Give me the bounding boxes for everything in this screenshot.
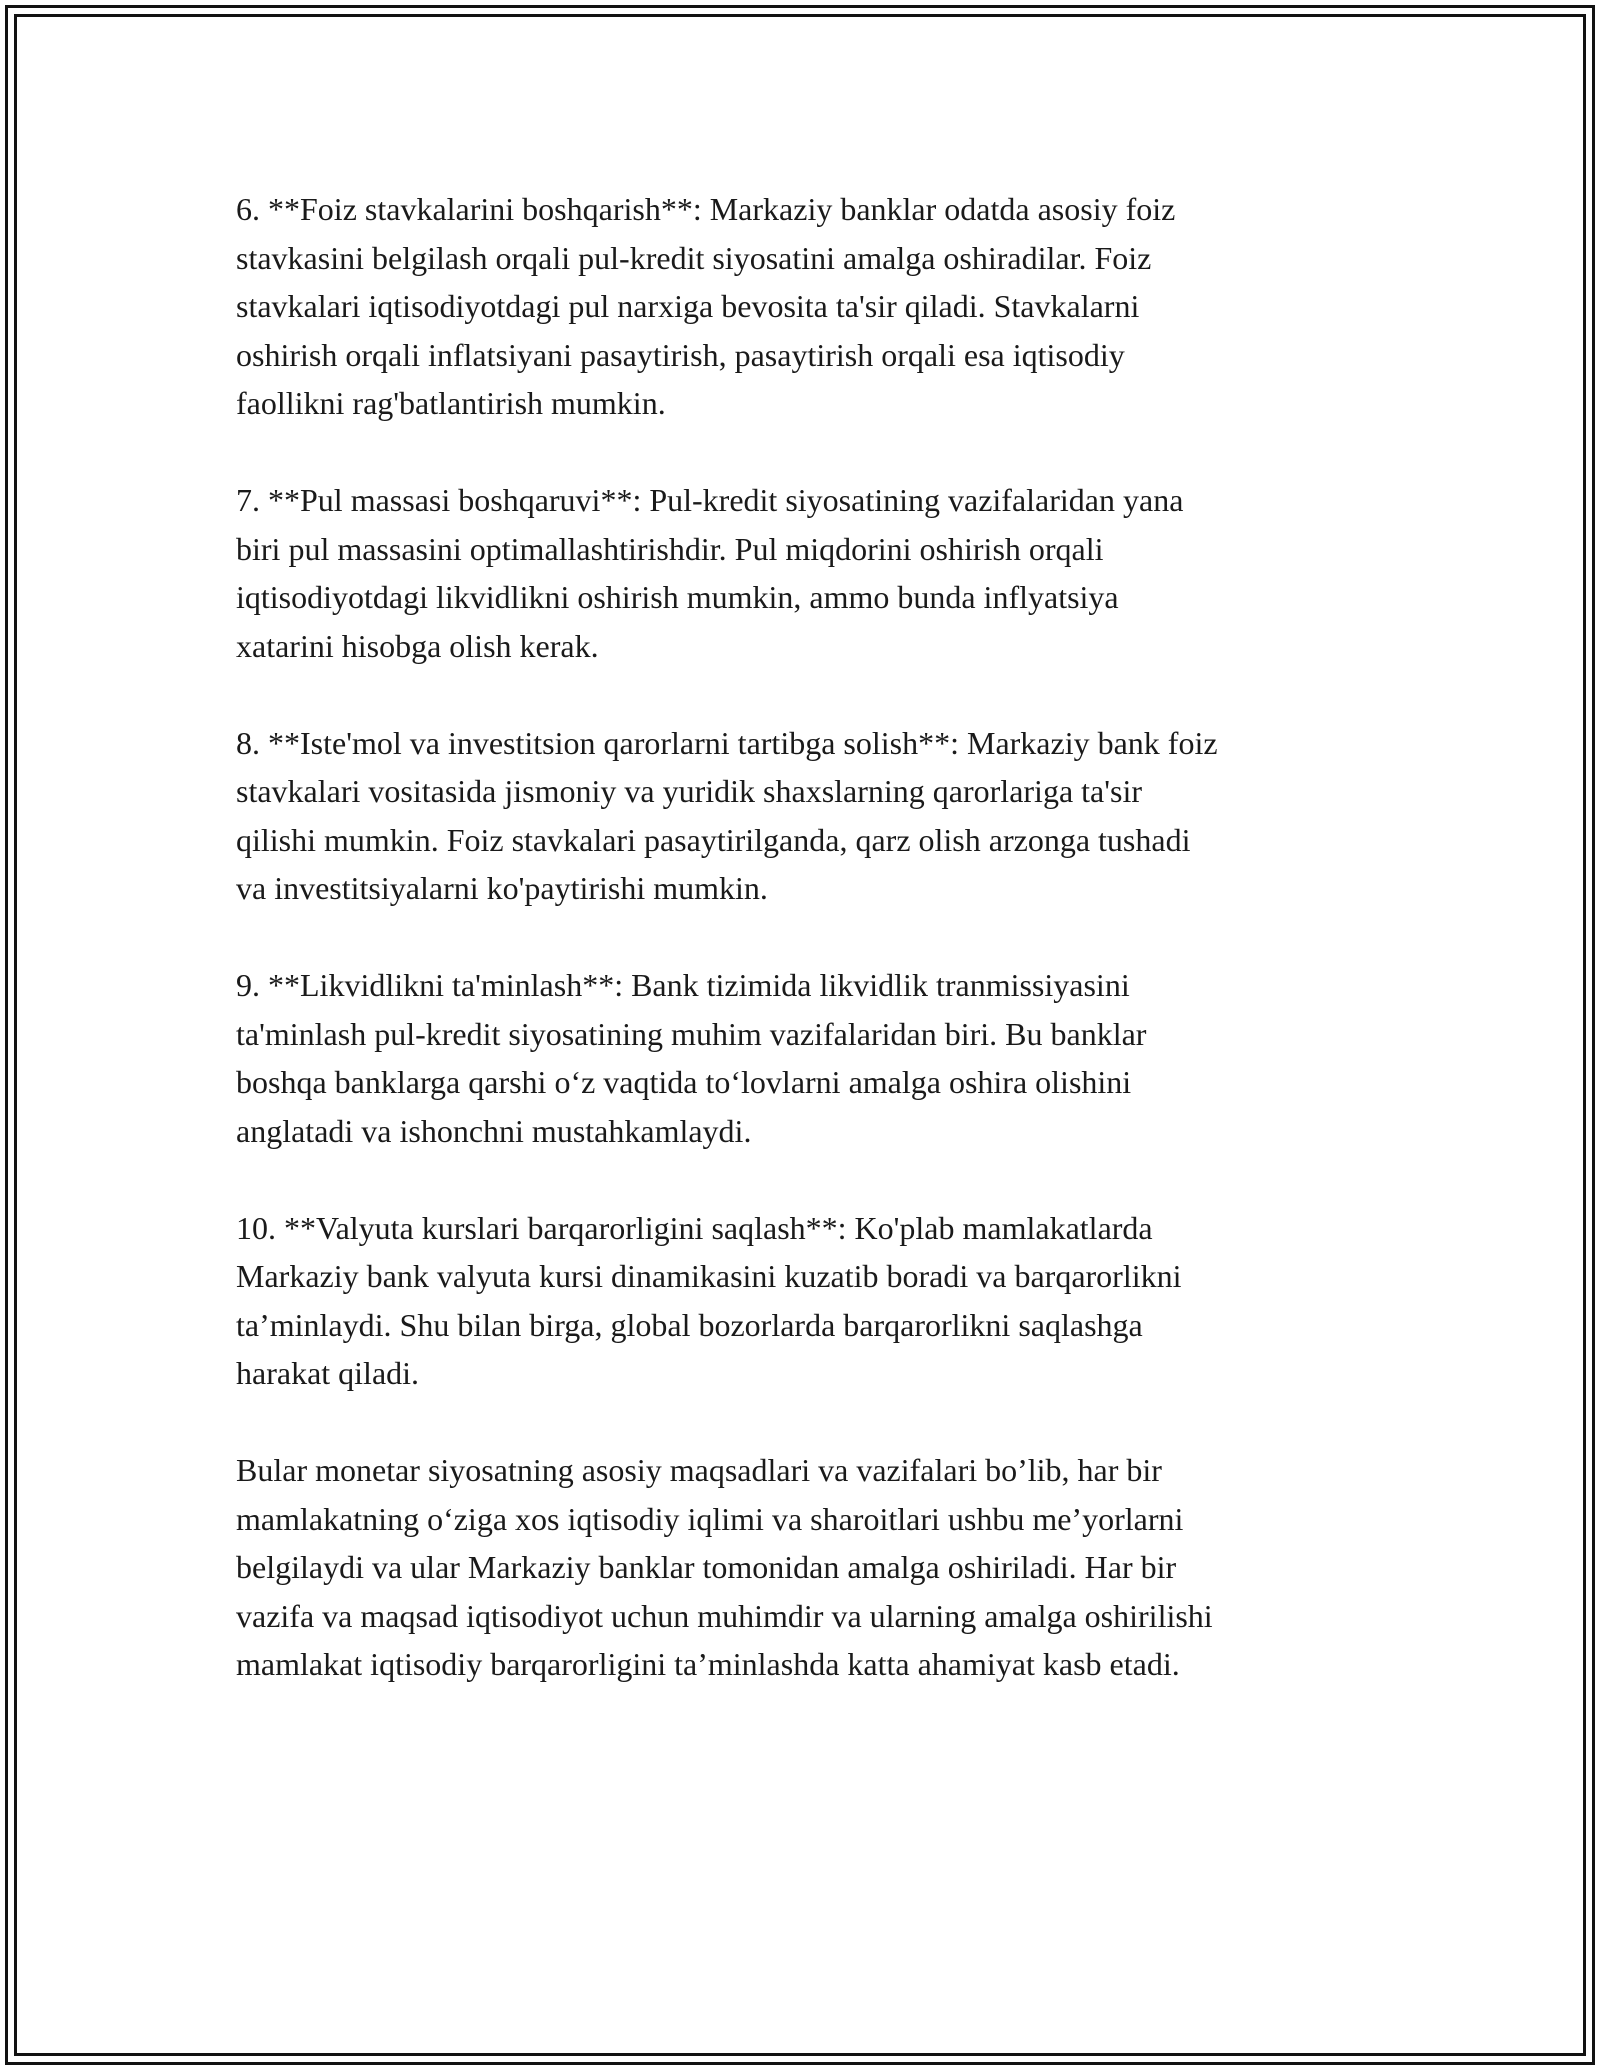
document-body (236, 185, 1376, 1737)
paragraph-conclusion: Bular monetar siyosatning asosiy maqsadlari va vazifalari bo’lib, har bir mamlakatning o‘ziga xos iqtisodiy iqlimi va sharoitlari ushbu me’yorlarni belgilaydi va ular Markaziy banklar tomonidan amalga oshiriladi. Har bir vazifa va maqsad iqtisodiyot uchun muhimdir va ularning amalga oshirilishi mamlakat iqtisodiy barqarorligini ta’minlashda katta ahamiyat kasb etadi. (236, 1452, 1213, 1682)
paragraph-item-7: 7. **Pul massasi boshqaruvi**: Pul-kredit siyosatining vazifalaridan yana biri pul massasini optimallashtirishdir. Pul miqdorini oshirish orqali iqtisodiyotdagi likvidlikni oshirish mumkin, ammo bunda inflyatsiya xatarini hisobga olish kerak. (236, 482, 1184, 664)
paragraph-item-9: 9. **Likvidlikni ta'minlash**: Bank tizimida likvidlik tranmissiyasini ta'minlash pul-kredit siyosatining muhim vazifalaridan biri. Bu banklar boshqa banklarga qarshi o‘z vaqtida to‘lovlarni amalga oshira olishini anglatadi va ishonchni mustahkamlaydi. (236, 967, 1147, 1149)
paragraph-item-6: 6. **Foiz stavkalarini boshqarish**: Markaziy banklar odatda asosiy foiz stavkasini belgilash orqali pul-kredit siyosatini amalga oshiradilar. Foiz stavkalari iqtisodiyotdagi pul narxiga bevosita ta'sir qiladi. Stavkalarni oshirish orqali inflatsiyani pasaytirish, pasaytirish orqali esa iqtisodiy faollikni rag'batlantirish mumkin. (236, 191, 1176, 421)
paragraph-item-8: 8. **Iste'mol va investitsion qarorlarni tartibga solish**: Markaziy bank foiz stavkalari vositasida jismoniy va yuridik shaxslarning qarorlariga ta'sir qilishi mumkin. Foiz stavkalari pasaytirilganda, qarz olish arzonga tushadi va investitsiyalarni ko'paytirishi mumkin. (236, 724, 1218, 906)
paragraph-item-10: 10. **Valyuta kurslari barqarorligini saqlash**: Ko'plab mamlakatlarda Markaziy bank valyuta kursi dinamikasini kuzatib boradi va barqarorlikni ta’minlaydi. Shu bilan birga, global bozorlarda barqarorlikni saqlashga harakat qiladi. (236, 1209, 1182, 1391)
